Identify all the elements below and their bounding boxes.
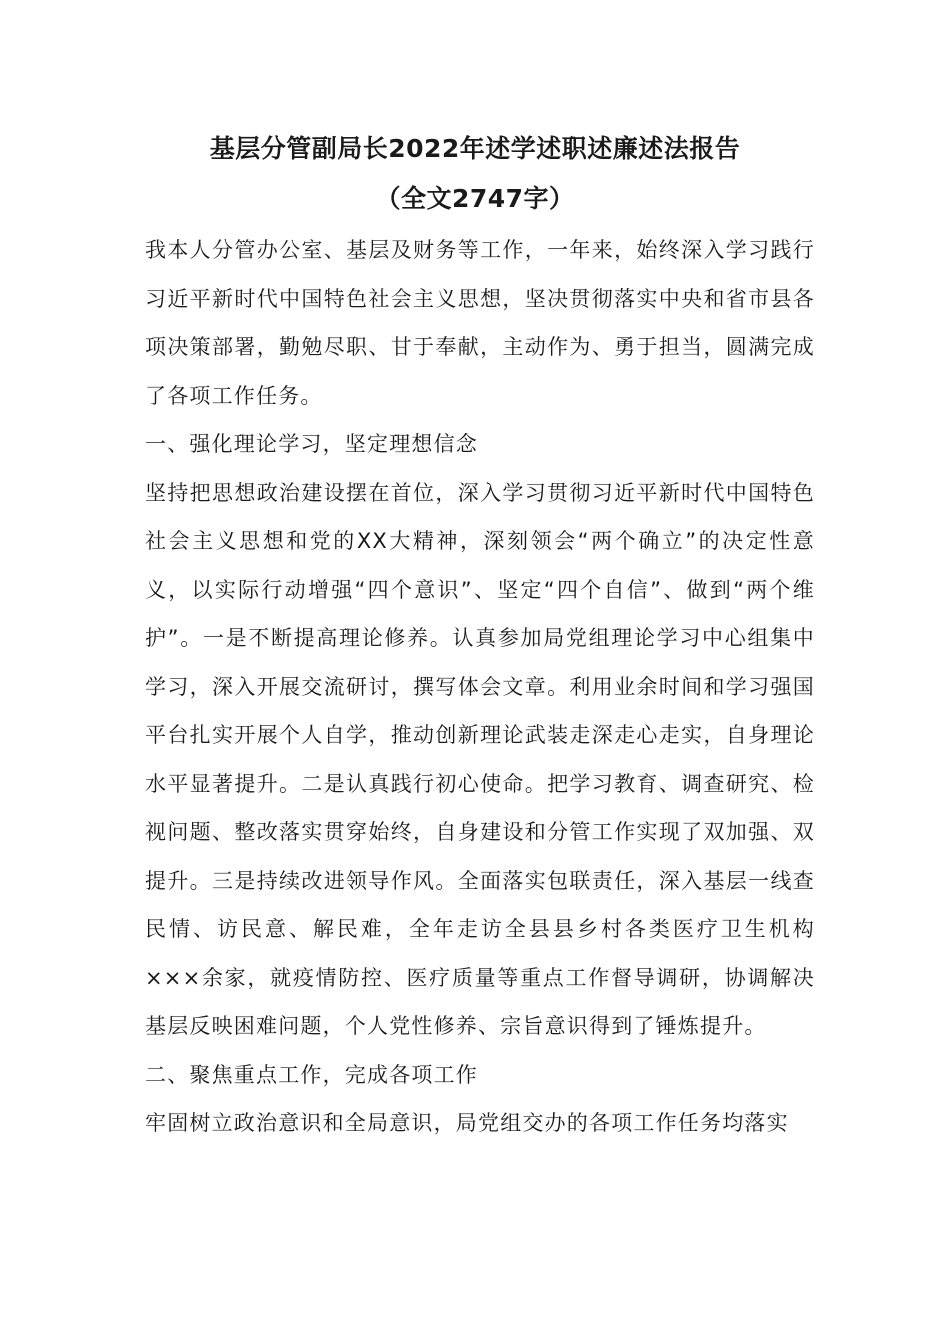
section-1-paragraph: 坚持把思想政治建设摆在首位，深入学习贯彻习近平新时代中国特色社会主义思想和党的XX大精神，深刻领会“两个确立”的决定性意义，以实际行动增强“四个意识”、坚定“四个自信”、做到“两个维护”。一是不断提高理论修养。认真参加局党组理论学习中心组集中学习，深入开展交流研讨，撰写体会文章。利用业余时间和学习强国平台扎实开展个人自学，推动创新理论武装走深走心走实，自身理论水平显著提升。二是认真践行初心使命。把学习教育、调查研究、检视问题、整改落实贯穿始终，自身建设和分管工作实现了双加强、双提升。三是持续改进领导作风。全面落实包联责任，深入基层一线查民情、访民意、解民难，全年走访全县县乡村各类医疗卫生机构×××余家，就疫情防控、医疗质量等重点工作督导调研，协调解决基层反映困难问题，个人党性修养、宗旨意识得到了锤炼提升。 bbox=[145, 480, 815, 1038]
section-heading-2: 二、聚焦重点工作，完成各项工作 bbox=[145, 1062, 478, 1087]
document-subtitle: （全文2747字） bbox=[375, 184, 575, 213]
intro-paragraph: 我本人分管办公室、基层及财务等工作，一年来，始终深入学习践行习近平新时代中国特色社会主义思想，坚决贯彻落实中央和省市县各项决策部署，勤勉尽职、甘于奉献，主动作为、勇于担当，圆满完成了各项工作任务。 bbox=[145, 238, 815, 408]
section-2-paragraph: 牢固树立政治意识和全局意识，局党组交办的各项工作任务均落实 bbox=[145, 1111, 789, 1135]
document-body bbox=[145, 226, 815, 1148]
document-title: 基层分管副局长2022年述学述职述廉述法报告 bbox=[209, 134, 741, 163]
section-heading-1: 一、强化理论学习，坚定理想信念 bbox=[145, 432, 478, 456]
